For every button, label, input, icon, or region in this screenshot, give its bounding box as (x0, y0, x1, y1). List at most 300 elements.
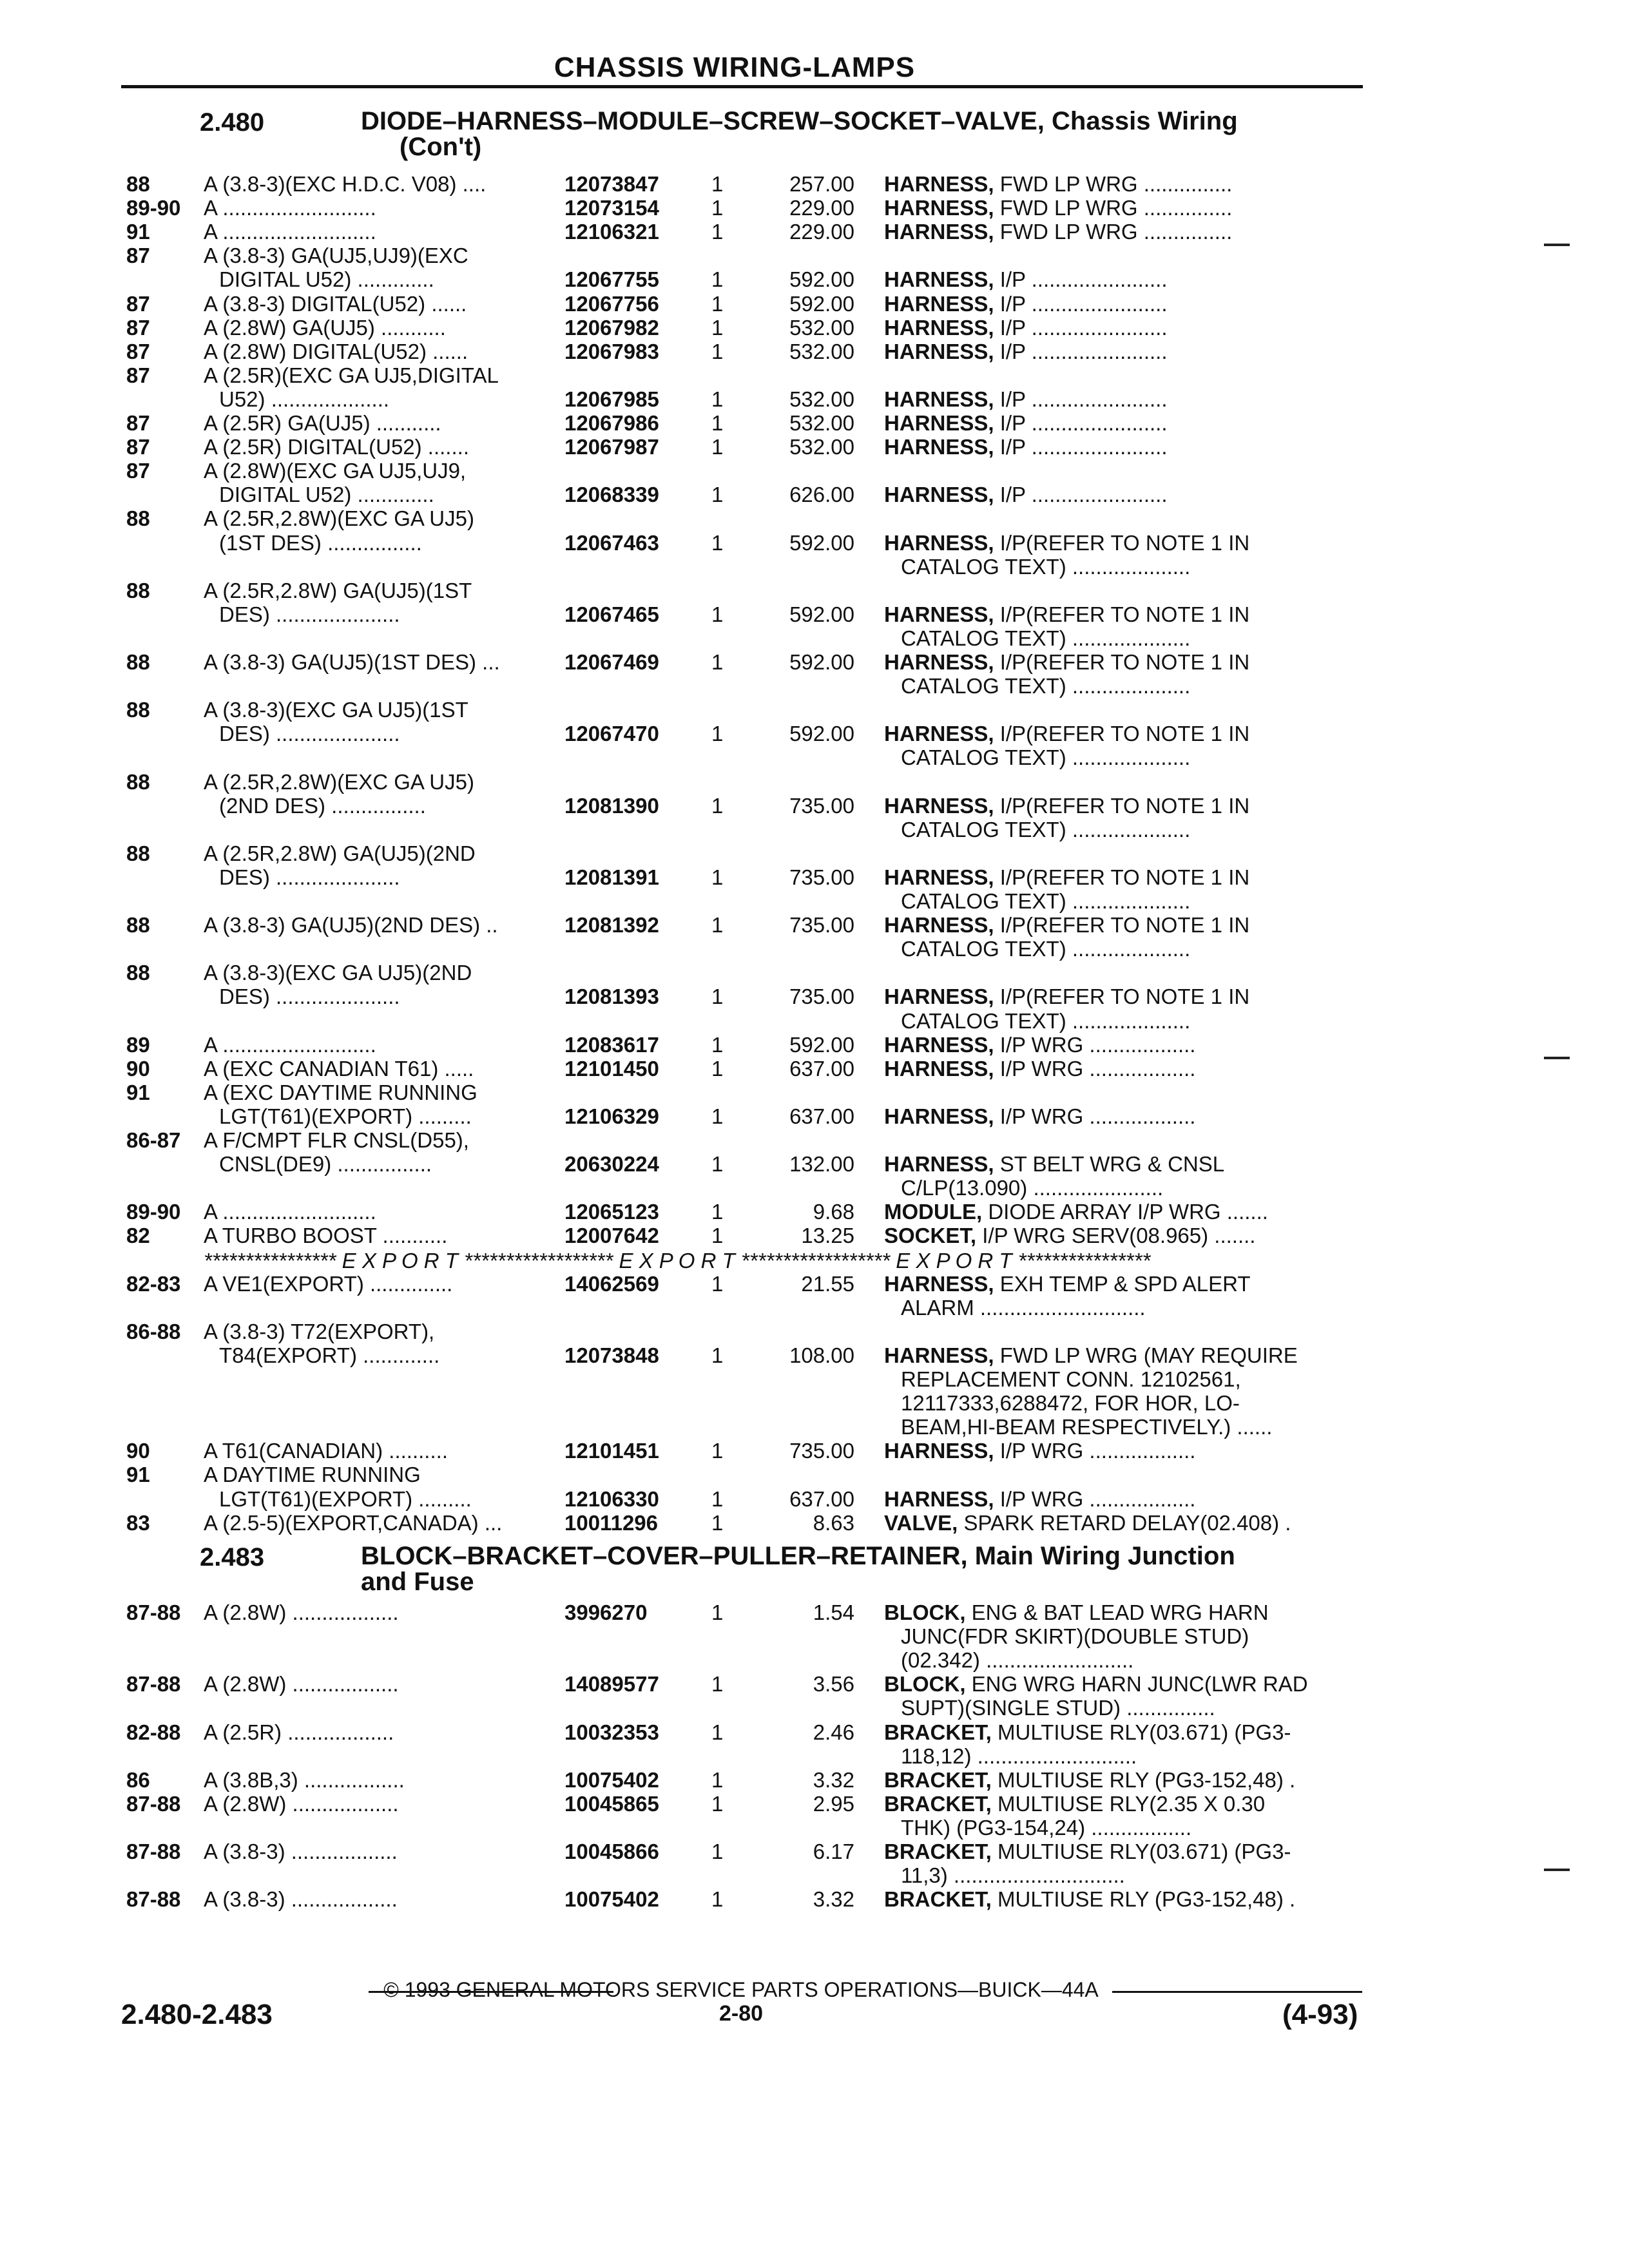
footer-date: (4-93) (1282, 1999, 1358, 2030)
quantity: 1 (711, 483, 724, 507)
part-number: 12073154 (564, 196, 659, 220)
part-name-noun: HARNESS, (884, 651, 994, 674)
part-name-noun: HARNESS, (884, 483, 994, 507)
part-name (884, 388, 1361, 411)
part-name-noun: BLOCK, (884, 1673, 966, 1696)
quantity: 1 (711, 650, 724, 674)
application-desc: A (3.8-3)(EXC GA UJ5)(1ST (204, 698, 468, 722)
part-name-continued: CATALOG TEXT) .................... (901, 746, 1191, 770)
application-desc: A (3.8-3)(EXC GA UJ5)(2ND (204, 961, 472, 985)
quantity: 1 (711, 1152, 724, 1177)
price: 3.56 (813, 1672, 854, 1696)
application-desc: A (EXC DAYTIME RUNNING (204, 1080, 477, 1104)
application-desc: A (3.8-3) .................. (204, 1887, 398, 1912)
part-name-detail: I/P WRG .................. (994, 1033, 1196, 1057)
part-number: 12081391 (564, 865, 659, 889)
application-desc: DES) ..................... (219, 985, 400, 1009)
model-year: 88 (126, 698, 150, 722)
application-desc: A (2.8W) DIGITAL(U52) ...... (204, 339, 468, 363)
application-desc: A (3.8-3) T72(EXPORT), (204, 1319, 435, 1343)
quantity: 1 (711, 196, 724, 220)
part-name-noun: HARNESS, (884, 340, 994, 363)
model-year: 87 (126, 363, 150, 387)
application-desc: LGT(T61)(EXPORT) ......... (219, 1104, 472, 1128)
application-desc: A VE1(EXPORT) .............. (204, 1271, 453, 1296)
model-year: 87 (126, 435, 150, 459)
part-name-noun: BRACKET, (884, 1888, 992, 1912)
application-desc: A (3.8-3) .................. (204, 1840, 398, 1863)
part-name-continued: 12117333,6288472, FOR HOR, LO- (901, 1392, 1240, 1416)
part-number: 12073848 (564, 1343, 659, 1367)
part-name-detail: I/P WRG SERV(08.965) ....... (976, 1224, 1256, 1248)
part-number: 12106329 (564, 1104, 659, 1128)
application-desc: A T61(CANADIAN) .......... (204, 1439, 448, 1463)
part-name-continued: CATALOG TEXT) .................... (901, 937, 1191, 961)
application-desc: DES) ..................... (219, 722, 400, 746)
part-number: 10011296 (564, 1510, 659, 1535)
part-name (884, 1273, 1361, 1296)
part-name-noun: HARNESS, (884, 220, 994, 244)
part-name (884, 220, 1361, 244)
part-name-noun: BRACKET, (884, 1720, 992, 1744)
quantity: 1 (711, 1672, 724, 1696)
application-desc: A .......................... (204, 196, 376, 220)
application-desc: A (3.8-3) GA(UJ5)(1ST DES) ... (204, 650, 500, 674)
price: 735.00 (789, 793, 854, 818)
footer-section-range: 2.480-2.483 (121, 1999, 273, 2030)
quantity: 1 (711, 1791, 724, 1816)
price: 532.00 (789, 411, 854, 435)
part-name-noun: HARNESS, (884, 1272, 994, 1296)
section-title-line2: (Con't) (400, 133, 482, 161)
part-name-continued: C/LP(13.090) ...................... (901, 1177, 1164, 1200)
price: 257.00 (789, 172, 854, 196)
application-desc: LGT(T61)(EXPORT) ......... (219, 1486, 472, 1511)
part-number: 12067982 (564, 315, 659, 340)
part-name (884, 1224, 1361, 1247)
quantity: 1 (711, 530, 724, 555)
part-name (884, 1153, 1361, 1176)
part-name (884, 1033, 1361, 1057)
model-year: 88 (126, 769, 150, 794)
part-number: 12081393 (564, 985, 659, 1009)
part-name (884, 722, 1361, 745)
quantity: 1 (711, 220, 724, 244)
margin-mark (1544, 244, 1570, 246)
part-name-continued: 118,12) ........................... (901, 1744, 1137, 1768)
part-name-detail: I/P ....................... (994, 412, 1168, 435)
part-name-continued: CATALOG TEXT) .................... (901, 1009, 1191, 1033)
model-year: 87 (126, 339, 150, 363)
quantity: 1 (711, 1720, 724, 1744)
quantity: 1 (711, 1200, 724, 1224)
part-name-detail: I/P(REFER TO NOTE 1 IN (994, 985, 1250, 1009)
part-name (884, 1439, 1361, 1463)
part-name-noun: HARNESS, (884, 914, 994, 937)
application-desc: A DAYTIME RUNNING (204, 1463, 421, 1487)
part-name-detail: FWD LP WRG ............... (994, 197, 1233, 220)
application-desc: A (2.8W) .................. (204, 1600, 399, 1624)
part-name-continued: REPLACEMENT CONN. 12102561, (901, 1368, 1241, 1391)
part-name-noun: HARNESS, (884, 1033, 994, 1057)
price: 532.00 (789, 387, 854, 411)
part-name (884, 914, 1361, 937)
model-year: 87 (126, 411, 150, 435)
part-number: 10032353 (564, 1720, 659, 1744)
part-number: 12067986 (564, 411, 659, 435)
application-desc: DIGITAL U52) ............. (219, 267, 434, 292)
part-name-continued: ALARM ............................ (901, 1296, 1146, 1320)
part-number: 10045866 (564, 1840, 659, 1863)
part-number: 14062569 (564, 1271, 659, 1296)
application-desc: A (2.5R,2.8W) GA(UJ5)(1ST (204, 578, 472, 602)
application-desc: A .......................... (204, 220, 376, 244)
price: 592.00 (789, 722, 854, 746)
part-name-detail: I/P ....................... (994, 436, 1168, 459)
price: 229.00 (789, 196, 854, 220)
part-name-noun: HARNESS, (884, 1153, 994, 1177)
part-name-detail: EXH TEMP & SPD ALERT (994, 1272, 1251, 1296)
part-name (884, 1200, 1361, 1224)
price: 229.00 (789, 220, 854, 244)
part-number: 12067755 (564, 267, 659, 292)
section-title-2 (361, 1543, 1366, 1595)
application-desc: A (EXC CANADIAN T61) ..... (204, 1056, 474, 1081)
part-name-noun: HARNESS, (884, 173, 994, 196)
model-year: 89-90 (126, 1200, 181, 1224)
part-name-detail: I/P(REFER TO NOTE 1 IN (994, 794, 1250, 818)
application-desc: A (2.8W) .................. (204, 1672, 399, 1696)
model-year: 86 (126, 1767, 150, 1792)
model-year: 90 (126, 1056, 150, 1081)
part-name-detail: FWD LP WRG ............... (994, 173, 1233, 196)
model-year: 88 (126, 650, 150, 674)
price: 592.00 (789, 267, 854, 292)
model-year: 87-88 (126, 1600, 181, 1624)
part-name-detail: ENG & BAT LEAD WRG HARN (965, 1601, 1269, 1624)
part-name-noun: BRACKET, (884, 1792, 992, 1816)
part-name (884, 412, 1361, 435)
part-name-continued: SUPT)(SINGLE STUD) ............... (901, 1696, 1215, 1720)
application-desc: A (3.8-3) GA(UJ5,UJ9)(EXC (204, 244, 468, 268)
quantity: 1 (711, 172, 724, 196)
part-name-noun: HARNESS, (884, 794, 994, 818)
part-name-noun: HARNESS, (884, 292, 994, 316)
part-name-continued: CATALOG TEXT) .................... (901, 555, 1191, 579)
price: 1.54 (813, 1600, 854, 1624)
part-name-continued: 11,3) ............................. (901, 1864, 1125, 1888)
price: 6.17 (813, 1840, 854, 1863)
part-name (884, 340, 1361, 363)
part-name (884, 1512, 1361, 1535)
part-name (884, 651, 1361, 674)
part-name-continued: CATALOG TEXT) .................... (901, 890, 1191, 913)
quantity: 1 (711, 267, 724, 292)
part-name-noun: BRACKET, (884, 1768, 992, 1792)
price: 21.55 (801, 1271, 854, 1296)
part-name-noun: HARNESS, (884, 316, 994, 340)
part-name-noun: HARNESS, (884, 602, 994, 626)
part-name-noun: BRACKET, (884, 1840, 992, 1863)
application-desc: A (2.8W)(EXC GA UJ5,UJ9, (204, 459, 467, 483)
part-number: 12101451 (564, 1439, 659, 1463)
model-year: 91 (126, 1463, 150, 1487)
model-year: 82-83 (126, 1271, 181, 1296)
quantity: 1 (711, 1104, 724, 1128)
copyright: © 1993 GENERAL MOTORS SERVICE PARTS OPERATIONS—BUICK—44A (383, 1978, 1099, 2001)
part-name-detail: I/P(REFER TO NOTE 1 IN (994, 531, 1250, 555)
part-name-noun: HARNESS, (884, 436, 994, 459)
application-desc: A (2.5R,2.8W)(EXC GA UJ5) (204, 769, 474, 794)
part-number: 12065123 (564, 1200, 659, 1224)
quantity: 1 (711, 435, 724, 459)
margin-mark (1544, 1869, 1570, 1871)
part-name-detail: I/P ....................... (994, 340, 1168, 363)
price: 592.00 (789, 1032, 854, 1057)
price: 2.46 (813, 1720, 854, 1744)
part-name-detail: I/P ....................... (994, 316, 1168, 340)
part-number: 12081390 (564, 793, 659, 818)
part-name-detail: SPARK RETARD DELAY(02.408) . (958, 1511, 1291, 1535)
model-year: 88 (126, 961, 150, 985)
quantity: 1 (711, 602, 724, 626)
part-name-detail: I/P ....................... (994, 268, 1168, 292)
part-name-noun: HARNESS, (884, 722, 994, 746)
part-number: 12068339 (564, 483, 659, 507)
quantity: 1 (711, 1439, 724, 1463)
part-name (884, 985, 1361, 1008)
part-name (884, 1769, 1361, 1792)
application-desc: A (3.8B,3) ................. (204, 1767, 405, 1792)
quantity: 1 (711, 1271, 724, 1296)
export-divider: **************** E X P O R T ****************** E X P O R T ****************** E X P O R T **************** (204, 1248, 1151, 1273)
application-desc: A (2.5R,2.8W) GA(UJ5)(2ND (204, 841, 476, 865)
price: 592.00 (789, 602, 854, 626)
part-name-noun: HARNESS, (884, 268, 994, 292)
part-name (884, 866, 1361, 889)
model-year: 87-88 (126, 1887, 181, 1912)
part-name-detail: MULTIUSE RLY(03.671) (PG3- (991, 1720, 1291, 1744)
price: 3.32 (813, 1887, 854, 1912)
price: 735.00 (789, 1439, 854, 1463)
part-name-noun: HARNESS, (884, 865, 994, 889)
part-name-noun: HARNESS, (884, 1104, 994, 1128)
part-name-detail: ST BELT WRG & CNSL (994, 1153, 1225, 1177)
part-name (884, 1344, 1361, 1367)
part-number: 10075402 (564, 1887, 659, 1912)
model-year: 82 (126, 1224, 150, 1248)
part-name (884, 1792, 1361, 1816)
model-year: 89-90 (126, 196, 181, 220)
part-name (884, 532, 1361, 555)
part-number: 12083617 (564, 1032, 659, 1057)
section-title-2-line2: and Fuse (361, 1568, 474, 1596)
application-desc: CNSL(DE9) ................ (219, 1152, 432, 1177)
price: 132.00 (789, 1152, 854, 1177)
application-desc: A TURBO BOOST ........... (204, 1224, 448, 1248)
quantity: 1 (711, 1056, 724, 1081)
price: 3.32 (813, 1767, 854, 1792)
part-name (884, 1888, 1361, 1911)
part-name (884, 316, 1361, 340)
header-rule (121, 85, 1363, 88)
part-name-noun: VALVE, (884, 1511, 958, 1535)
model-year: 87-88 (126, 1791, 181, 1816)
price: 735.00 (789, 865, 854, 889)
part-number: 10045865 (564, 1791, 659, 1816)
quantity: 1 (711, 1510, 724, 1535)
application-desc: A (3.8-3)(EXC H.D.C. V08) .... (204, 172, 487, 196)
application-desc: A (3.8-3) DIGITAL(U52) ...... (204, 291, 467, 316)
price: 13.25 (801, 1224, 854, 1248)
part-name-detail: I/P ....................... (994, 387, 1168, 411)
model-year: 88 (126, 913, 150, 937)
application-desc: DIGITAL U52) ............. (219, 483, 434, 507)
part-number: 12106330 (564, 1486, 659, 1511)
part-name-detail: I/P ....................... (994, 483, 1168, 507)
quantity: 1 (711, 985, 724, 1009)
part-name-continued: CATALOG TEXT) .................... (901, 626, 1191, 650)
part-name-detail: I/P WRG .................. (994, 1104, 1196, 1128)
part-name-detail: I/P(REFER TO NOTE 1 IN (994, 865, 1250, 889)
part-name-noun: HARNESS, (884, 1487, 994, 1511)
model-year: 88 (126, 172, 150, 196)
part-name (884, 483, 1361, 506)
application-desc: A (2.5-5)(EXPORT,CANADA) ... (204, 1510, 503, 1535)
application-desc: A (3.8-3) GA(UJ5)(2ND DES) .. (204, 913, 498, 937)
section-title-line1: DIODE–HARNESS–MODULE–SCREW–SOCKET–VALVE, Chassis Wiring (361, 107, 1238, 135)
part-number: 12067470 (564, 722, 659, 746)
model-year: 87 (126, 315, 150, 340)
price: 592.00 (789, 291, 854, 316)
price: 626.00 (789, 483, 854, 507)
quantity: 1 (711, 865, 724, 889)
application-desc: A .......................... (204, 1200, 376, 1224)
quantity: 1 (711, 387, 724, 411)
part-name-detail: MULTIUSE RLY (PG3-152,48) . (991, 1888, 1296, 1912)
quantity: 1 (711, 1032, 724, 1057)
model-year: 90 (126, 1439, 150, 1463)
margin-mark (1544, 1057, 1570, 1059)
quantity: 1 (711, 1840, 724, 1863)
application-desc: A (2.8W) .................. (204, 1791, 399, 1816)
quantity: 1 (711, 1486, 724, 1511)
part-number: 12067756 (564, 291, 659, 316)
price: 2.95 (813, 1791, 854, 1816)
part-name (884, 1057, 1361, 1081)
part-name-continued: CATALOG TEXT) .................... (901, 818, 1191, 841)
model-year: 82-88 (126, 1720, 181, 1744)
price: 735.00 (789, 985, 854, 1009)
part-number: 3996270 (564, 1600, 648, 1624)
part-number: 12081392 (564, 913, 659, 937)
quantity: 1 (711, 339, 724, 363)
application-desc: (2ND DES) ................ (219, 793, 426, 818)
application-desc: DES) ..................... (219, 602, 400, 626)
quantity: 1 (711, 1343, 724, 1367)
part-name (884, 794, 1361, 818)
part-number: 12067983 (564, 339, 659, 363)
part-number: 12067985 (564, 387, 659, 411)
part-name-detail: I/P ....................... (994, 292, 1168, 316)
part-name-detail: MULTIUSE RLY(2.35 X 0.30 (991, 1792, 1266, 1816)
part-name-detail: I/P(REFER TO NOTE 1 IN (994, 914, 1250, 937)
part-name (884, 1840, 1361, 1863)
part-name-detail: FWD LP WRG (MAY REQUIRE (994, 1343, 1298, 1367)
model-year: 88 (126, 578, 150, 602)
model-year: 91 (126, 220, 150, 244)
part-name-noun: HARNESS, (884, 387, 994, 411)
quantity: 1 (711, 1767, 724, 1792)
part-name-noun: HARNESS, (884, 985, 994, 1009)
part-name-noun: HARNESS, (884, 412, 994, 435)
part-number: 12007642 (564, 1224, 659, 1248)
part-name-noun: HARNESS, (884, 1439, 994, 1463)
quantity: 1 (711, 291, 724, 316)
price: 532.00 (789, 315, 854, 340)
part-name-detail: I/P(REFER TO NOTE 1 IN (994, 722, 1250, 746)
model-year: 87-88 (126, 1840, 181, 1863)
part-number: 12106321 (564, 220, 659, 244)
part-name-noun: HARNESS, (884, 197, 994, 220)
part-number: 12067463 (564, 530, 659, 555)
quantity: 1 (711, 722, 724, 746)
part-name (884, 268, 1361, 291)
section-number-2: 2.483 (200, 1543, 265, 1571)
footer-page-number: 2-80 (719, 2001, 764, 2026)
price: 532.00 (789, 435, 854, 459)
part-name-noun: SOCKET, (884, 1224, 977, 1248)
part-name-detail: I/P(REFER TO NOTE 1 IN (994, 651, 1250, 674)
model-year: 87 (126, 459, 150, 483)
part-name-continued: JUNC(FDR SKIRT)(DOUBLE STUD) (901, 1625, 1249, 1649)
part-number: 12073847 (564, 172, 659, 196)
section-title (361, 108, 1366, 160)
part-name (884, 1601, 1361, 1624)
part-name (884, 173, 1361, 196)
part-name-detail: I/P WRG .................. (994, 1487, 1196, 1511)
price: 108.00 (789, 1343, 854, 1367)
part-number: 10075402 (564, 1767, 659, 1792)
application-desc: A F/CMPT FLR CNSL(D55), (204, 1128, 469, 1152)
price: 9.68 (813, 1200, 854, 1224)
quantity: 1 (711, 1600, 724, 1624)
price: 735.00 (789, 913, 854, 937)
part-name (884, 1105, 1361, 1128)
part-name-continued: CATALOG TEXT) .................... (901, 675, 1191, 698)
part-number: 14089577 (564, 1672, 659, 1696)
model-year: 87 (126, 244, 150, 268)
quantity: 1 (711, 913, 724, 937)
quantity: 1 (711, 315, 724, 340)
part-name (884, 1721, 1361, 1744)
model-year: 86-88 (126, 1319, 181, 1343)
part-name (884, 436, 1361, 459)
model-year: 91 (126, 1080, 150, 1104)
model-year: 87-88 (126, 1672, 181, 1696)
application-desc: U52) .................... (219, 387, 390, 411)
application-desc: A (2.5R) .................. (204, 1720, 394, 1744)
quantity: 1 (711, 1224, 724, 1248)
part-name-detail: I/P WRG .................. (994, 1057, 1196, 1081)
quantity: 1 (711, 793, 724, 818)
quantity: 1 (711, 411, 724, 435)
section-title-2-line1: BLOCK–BRACKET–COVER–PULLER–RETAINER, Main Wiring Junction (361, 1542, 1235, 1570)
application-desc: A (2.5R) DIGITAL(U52) ....... (204, 435, 469, 459)
price: 8.63 (813, 1510, 854, 1535)
part-name-continued: THK) (PG3-154,24) ................. (901, 1816, 1192, 1840)
application-desc: A (2.5R)(EXC GA UJ5,DIGITAL (204, 363, 499, 387)
